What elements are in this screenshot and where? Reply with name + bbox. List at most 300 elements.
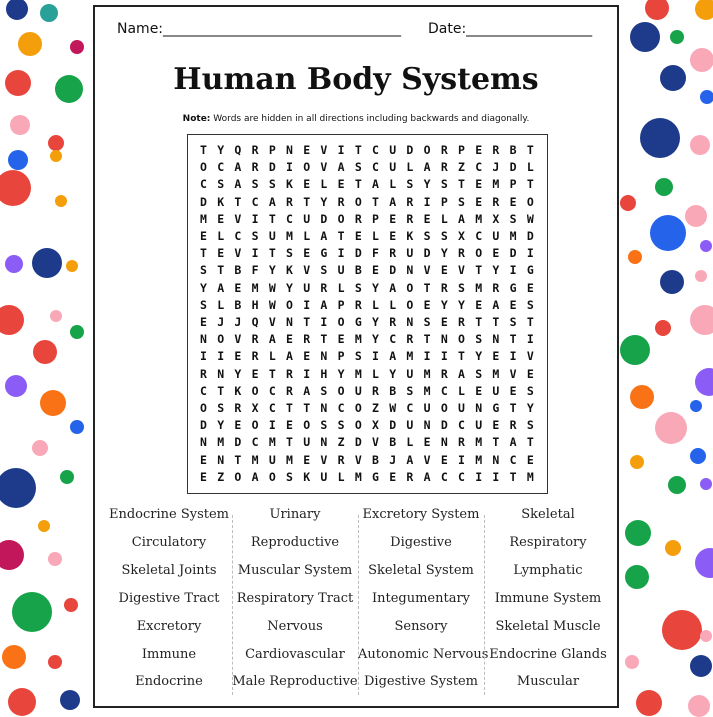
- grid-letter[interactable]: O: [406, 280, 414, 295]
- grid-letter[interactable]: A: [217, 280, 225, 295]
- grid-letter[interactable]: K: [234, 383, 242, 398]
- grid-letter[interactable]: N: [406, 315, 414, 329]
- grid-letter[interactable]: Y: [372, 315, 379, 329]
- grid-letter[interactable]: D: [406, 143, 414, 157]
- grid-letter[interactable]: S: [217, 401, 225, 415]
- grid-letter[interactable]: R: [303, 332, 311, 347]
- grid-letter[interactable]: L: [372, 366, 379, 381]
- grid-letter[interactable]: U: [475, 418, 483, 433]
- grid-letter[interactable]: O: [251, 383, 259, 398]
- grid-letter[interactable]: D: [389, 418, 397, 433]
- grid-letter[interactable]: I: [337, 246, 345, 261]
- grid-letter[interactable]: B: [389, 435, 397, 450]
- grid-letter[interactable]: M: [354, 366, 362, 381]
- grid-letter[interactable]: I: [337, 143, 345, 157]
- grid-letter[interactable]: O: [303, 418, 311, 433]
- grid-letter[interactable]: S: [509, 315, 517, 329]
- grid-letter[interactable]: S: [286, 469, 293, 484]
- grid-letter[interactable]: J: [217, 315, 225, 329]
- grid-letter[interactable]: M: [251, 452, 259, 467]
- grid-letter[interactable]: E: [509, 383, 517, 398]
- grid-letter[interactable]: T: [509, 401, 517, 415]
- grid-letter[interactable]: Y: [475, 349, 483, 364]
- grid-letter[interactable]: A: [423, 160, 431, 175]
- grid-letter[interactable]: T: [372, 194, 379, 209]
- grid-letter[interactable]: T: [526, 177, 534, 192]
- grid-letter[interactable]: C: [509, 452, 517, 467]
- grid-letter[interactable]: T: [509, 469, 517, 484]
- grid-letter[interactable]: S: [320, 418, 328, 433]
- grid-letter[interactable]: Y: [286, 280, 293, 295]
- grid-letter[interactable]: L: [440, 211, 448, 226]
- grid-letter[interactable]: U: [423, 401, 431, 415]
- grid-letter[interactable]: X: [492, 211, 500, 226]
- grid-letter[interactable]: S: [200, 263, 207, 278]
- grid-letter[interactable]: O: [268, 469, 276, 484]
- grid-letter[interactable]: C: [200, 177, 207, 192]
- grid-letter[interactable]: Y: [372, 280, 379, 295]
- grid-letter[interactable]: R: [406, 194, 414, 209]
- grid-letter[interactable]: R: [337, 452, 345, 467]
- grid-letter[interactable]: T: [423, 332, 431, 347]
- grid-letter[interactable]: R: [492, 280, 500, 295]
- grid-letter[interactable]: U: [458, 401, 465, 415]
- grid-letter[interactable]: D: [423, 246, 431, 261]
- grid-letter[interactable]: M: [475, 435, 483, 450]
- grid-letter[interactable]: I: [200, 349, 207, 364]
- grid-letter[interactable]: S: [440, 177, 448, 192]
- grid-letter[interactable]: I: [286, 160, 293, 175]
- grid-letter[interactable]: U: [406, 246, 414, 261]
- grid-letter[interactable]: V: [234, 246, 242, 261]
- grid-letter[interactable]: Y: [440, 246, 448, 261]
- grid-letter[interactable]: Y: [320, 194, 328, 209]
- grid-letter[interactable]: E: [423, 297, 431, 312]
- grid-letter[interactable]: E: [303, 177, 311, 192]
- grid-letter[interactable]: R: [286, 194, 293, 209]
- grid-letter[interactable]: I: [320, 315, 328, 329]
- grid-letter[interactable]: A: [234, 160, 242, 175]
- grid-letter[interactable]: A: [372, 177, 379, 192]
- grid-letter[interactable]: E: [423, 435, 431, 450]
- grid-letter[interactable]: E: [492, 418, 500, 433]
- grid-letter[interactable]: E: [217, 246, 225, 261]
- grid-letter[interactable]: G: [509, 280, 517, 295]
- grid-letter[interactable]: H: [251, 297, 259, 312]
- grid-letter[interactable]: G: [354, 315, 362, 329]
- grid-letter[interactable]: E: [440, 315, 448, 329]
- grid-letter[interactable]: T: [354, 177, 362, 192]
- grid-letter[interactable]: T: [303, 401, 311, 415]
- grid-letter[interactable]: T: [509, 332, 517, 347]
- grid-letter[interactable]: E: [509, 194, 517, 209]
- grid-letter[interactable]: I: [372, 349, 379, 364]
- grid-letter[interactable]: S: [526, 418, 534, 433]
- grid-letter[interactable]: S: [458, 280, 465, 295]
- grid-letter[interactable]: Z: [372, 401, 379, 415]
- grid-letter[interactable]: A: [458, 211, 465, 226]
- grid-letter[interactable]: U: [492, 229, 500, 243]
- grid-letter[interactable]: A: [389, 280, 397, 295]
- grid-letter[interactable]: T: [303, 315, 311, 329]
- grid-letter[interactable]: A: [423, 469, 431, 484]
- grid-letter[interactable]: P: [268, 143, 276, 157]
- grid-letter[interactable]: V: [423, 452, 431, 467]
- grid-letter[interactable]: N: [320, 401, 328, 415]
- grid-letter[interactable]: V: [423, 263, 431, 278]
- grid-letter[interactable]: R: [251, 143, 259, 157]
- grid-letter[interactable]: R: [440, 280, 448, 295]
- grid-letter[interactable]: N: [286, 315, 293, 329]
- grid-letter[interactable]: P: [509, 177, 517, 192]
- grid-letter[interactable]: Y: [337, 366, 345, 381]
- grid-letter[interactable]: E: [217, 211, 225, 226]
- grid-letter[interactable]: S: [475, 366, 483, 381]
- grid-letter[interactable]: O: [200, 401, 207, 415]
- grid-letter[interactable]: M: [475, 452, 483, 467]
- grid-letter[interactable]: I: [492, 469, 500, 484]
- grid-letter[interactable]: V: [303, 263, 311, 278]
- grid-letter[interactable]: D: [509, 160, 517, 175]
- grid-letter[interactable]: S: [354, 160, 362, 175]
- grid-letter[interactable]: W: [526, 211, 534, 226]
- grid-letter[interactable]: T: [475, 315, 483, 329]
- grid-letter[interactable]: T: [200, 246, 207, 261]
- grid-letter[interactable]: E: [234, 418, 242, 433]
- grid-letter[interactable]: T: [200, 143, 207, 157]
- grid-letter[interactable]: G: [372, 469, 379, 484]
- grid-letter[interactable]: T: [234, 194, 242, 209]
- grid-letter[interactable]: V: [372, 435, 379, 450]
- grid-letter[interactable]: V: [234, 332, 242, 347]
- grid-letter[interactable]: R: [458, 315, 465, 329]
- grid-letter[interactable]: B: [354, 263, 362, 278]
- grid-letter[interactable]: E: [234, 349, 242, 364]
- grid-letter[interactable]: L: [268, 349, 276, 364]
- grid-letter[interactable]: L: [389, 297, 397, 312]
- grid-letter[interactable]: E: [286, 418, 293, 433]
- grid-letter[interactable]: A: [509, 435, 517, 450]
- grid-letter[interactable]: Y: [268, 263, 276, 278]
- grid-letter[interactable]: R: [251, 160, 259, 175]
- grid-letter[interactable]: K: [406, 229, 414, 243]
- grid-letter[interactable]: X: [251, 401, 259, 415]
- grid-letter[interactable]: C: [200, 383, 207, 398]
- grid-letter[interactable]: G: [526, 263, 534, 278]
- grid-letter[interactable]: K: [217, 194, 225, 209]
- grid-letter[interactable]: A: [234, 177, 242, 192]
- grid-letter[interactable]: U: [406, 366, 414, 381]
- grid-letter[interactable]: R: [406, 332, 414, 347]
- grid-letter[interactable]: R: [251, 332, 259, 347]
- grid-letter[interactable]: Y: [200, 280, 207, 295]
- grid-letter[interactable]: C: [234, 229, 242, 243]
- grid-letter[interactable]: J: [234, 315, 242, 329]
- grid-letter[interactable]: R: [234, 401, 242, 415]
- grid-letter[interactable]: Y: [234, 366, 242, 381]
- grid-letter[interactable]: I: [268, 418, 276, 433]
- grid-letter[interactable]: S: [320, 383, 328, 398]
- grid-letter[interactable]: C: [251, 194, 259, 209]
- grid-letter[interactable]: S: [268, 177, 276, 192]
- grid-letter[interactable]: E: [337, 332, 345, 347]
- grid-letter[interactable]: E: [200, 469, 207, 484]
- grid-letter[interactable]: X: [372, 418, 379, 433]
- grid-letter[interactable]: T: [286, 401, 293, 415]
- grid-letter[interactable]: D: [389, 263, 397, 278]
- grid-letter[interactable]: S: [337, 418, 345, 433]
- grid-letter[interactable]: K: [286, 263, 293, 278]
- grid-letter[interactable]: N: [320, 349, 328, 364]
- grid-letter[interactable]: Z: [458, 160, 465, 175]
- grid-letter[interactable]: V: [268, 315, 276, 329]
- grid-letter[interactable]: S: [406, 383, 414, 398]
- grid-letter[interactable]: T: [268, 246, 276, 261]
- grid-letter[interactable]: G: [320, 246, 328, 261]
- grid-letter[interactable]: R: [492, 194, 500, 209]
- grid-letter[interactable]: Y: [526, 401, 534, 415]
- grid-letter[interactable]: M: [217, 435, 225, 450]
- grid-letter[interactable]: R: [440, 143, 448, 157]
- grid-letter[interactable]: S: [251, 229, 259, 243]
- grid-letter[interactable]: I: [458, 452, 465, 467]
- grid-letter[interactable]: R: [440, 366, 448, 381]
- grid-letter[interactable]: T: [458, 177, 465, 192]
- grid-letter[interactable]: T: [268, 211, 276, 226]
- grid-letter[interactable]: O: [217, 332, 225, 347]
- grid-letter[interactable]: H: [320, 366, 328, 381]
- grid-letter[interactable]: U: [337, 263, 345, 278]
- grid-letter[interactable]: I: [526, 332, 534, 347]
- grid-letter[interactable]: I: [251, 211, 259, 226]
- grid-letter[interactable]: E: [234, 280, 242, 295]
- grid-letter[interactable]: L: [406, 435, 414, 450]
- grid-letter[interactable]: T: [526, 435, 534, 450]
- grid-letter[interactable]: B: [509, 143, 517, 157]
- grid-letter[interactable]: E: [475, 143, 483, 157]
- grid-letter[interactable]: S: [526, 383, 534, 398]
- grid-letter[interactable]: N: [286, 143, 293, 157]
- grid-letter[interactable]: E: [303, 246, 311, 261]
- grid-letter[interactable]: O: [354, 418, 362, 433]
- grid-letter[interactable]: L: [389, 177, 397, 192]
- grid-letter[interactable]: R: [200, 366, 207, 381]
- grid-letter[interactable]: E: [475, 194, 483, 209]
- date-field[interactable]: Date:__________________: [428, 21, 593, 37]
- grid-letter[interactable]: L: [406, 160, 414, 175]
- grid-letter[interactable]: T: [423, 280, 431, 295]
- grid-letter[interactable]: I: [423, 349, 431, 364]
- grid-letter[interactable]: E: [200, 229, 207, 243]
- grid-letter[interactable]: E: [200, 452, 207, 467]
- grid-letter[interactable]: R: [372, 383, 379, 398]
- grid-letter[interactable]: I: [217, 349, 225, 364]
- grid-letter[interactable]: T: [303, 194, 311, 209]
- grid-letter[interactable]: U: [492, 383, 500, 398]
- grid-letter[interactable]: O: [251, 418, 259, 433]
- grid-letter[interactable]: O: [303, 160, 311, 175]
- grid-letter[interactable]: C: [475, 160, 483, 175]
- grid-letter[interactable]: S: [251, 177, 259, 192]
- grid-letter[interactable]: E: [423, 211, 431, 226]
- grid-letter[interactable]: M: [423, 383, 431, 398]
- grid-letter[interactable]: R: [458, 246, 465, 261]
- grid-letter[interactable]: S: [354, 280, 362, 295]
- grid-letter[interactable]: M: [406, 349, 414, 364]
- grid-letter[interactable]: A: [389, 194, 397, 209]
- grid-letter[interactable]: R: [286, 383, 293, 398]
- grid-letter[interactable]: S: [217, 177, 225, 192]
- grid-letter[interactable]: R: [354, 297, 362, 312]
- grid-letter[interactable]: V: [526, 349, 534, 364]
- grid-letter[interactable]: L: [303, 229, 311, 243]
- grid-letter[interactable]: K: [286, 177, 293, 192]
- grid-letter[interactable]: N: [200, 332, 207, 347]
- grid-letter[interactable]: S: [458, 194, 465, 209]
- grid-letter[interactable]: T: [475, 263, 483, 278]
- grid-letter[interactable]: O: [200, 160, 207, 175]
- grid-letter[interactable]: I: [251, 246, 259, 261]
- grid-letter[interactable]: A: [303, 383, 311, 398]
- grid-letter[interactable]: W: [268, 280, 276, 295]
- grid-letter[interactable]: C: [268, 383, 276, 398]
- grid-letter[interactable]: L: [372, 297, 379, 312]
- grid-letter[interactable]: O: [337, 383, 345, 398]
- grid-letter[interactable]: J: [492, 160, 500, 175]
- grid-letter[interactable]: V: [354, 452, 362, 467]
- grid-letter[interactable]: O: [337, 315, 345, 329]
- grid-letter[interactable]: T: [286, 435, 293, 450]
- grid-letter[interactable]: D: [509, 246, 517, 261]
- grid-letter[interactable]: M: [509, 229, 517, 243]
- grid-letter[interactable]: O: [458, 332, 465, 347]
- grid-letter[interactable]: B: [389, 383, 397, 398]
- grid-letter[interactable]: E: [303, 452, 311, 467]
- grid-letter[interactable]: O: [406, 297, 414, 312]
- grid-letter[interactable]: M: [286, 229, 293, 243]
- grid-letter[interactable]: E: [389, 229, 397, 243]
- grid-letter[interactable]: E: [475, 297, 483, 312]
- grid-letter[interactable]: C: [372, 160, 379, 175]
- grid-letter[interactable]: Y: [372, 332, 379, 347]
- grid-letter[interactable]: P: [337, 297, 345, 312]
- grid-letter[interactable]: R: [389, 246, 397, 261]
- grid-letter[interactable]: J: [389, 452, 397, 467]
- grid-letter[interactable]: N: [423, 418, 431, 433]
- grid-letter[interactable]: T: [526, 315, 534, 329]
- grid-letter[interactable]: T: [268, 366, 276, 381]
- grid-letter[interactable]: R: [509, 418, 517, 433]
- grid-letter[interactable]: L: [217, 229, 225, 243]
- grid-letter[interactable]: E: [475, 383, 483, 398]
- grid-letter[interactable]: M: [268, 435, 276, 450]
- grid-letter[interactable]: E: [492, 246, 500, 261]
- grid-letter[interactable]: I: [440, 349, 448, 364]
- grid-letter[interactable]: M: [423, 366, 431, 381]
- grid-letter[interactable]: V: [509, 366, 517, 381]
- grid-letter[interactable]: I: [303, 366, 311, 381]
- grid-letter[interactable]: R: [251, 349, 259, 364]
- grid-letter[interactable]: N: [440, 435, 448, 450]
- grid-letter[interactable]: T: [217, 383, 225, 398]
- grid-letter[interactable]: C: [286, 211, 293, 226]
- grid-letter[interactable]: N: [406, 263, 414, 278]
- grid-letter[interactable]: T: [217, 263, 225, 278]
- grid-letter[interactable]: E: [492, 349, 500, 364]
- grid-letter[interactable]: M: [526, 469, 534, 484]
- grid-letter[interactable]: O: [526, 194, 534, 209]
- grid-letter[interactable]: C: [389, 332, 397, 347]
- grid-letter[interactable]: O: [440, 401, 448, 415]
- grid-letter[interactable]: R: [354, 211, 362, 226]
- grid-letter[interactable]: I: [509, 263, 517, 278]
- grid-letter[interactable]: P: [337, 349, 345, 364]
- grid-letter[interactable]: Z: [217, 469, 225, 484]
- grid-letter[interactable]: U: [268, 452, 276, 467]
- grid-letter[interactable]: S: [354, 349, 362, 364]
- grid-letter[interactable]: E: [440, 263, 448, 278]
- grid-letter[interactable]: C: [458, 418, 465, 433]
- grid-letter[interactable]: E: [509, 297, 517, 312]
- grid-letter[interactable]: D: [526, 229, 534, 243]
- grid-letter[interactable]: Q: [251, 315, 259, 329]
- grid-letter[interactable]: D: [200, 418, 207, 433]
- grid-letter[interactable]: C: [251, 435, 259, 450]
- grid-letter[interactable]: R: [337, 194, 345, 209]
- grid-letter[interactable]: U: [406, 418, 414, 433]
- grid-letter[interactable]: A: [492, 297, 500, 312]
- grid-letter[interactable]: C: [217, 160, 225, 175]
- grid-letter[interactable]: S: [423, 229, 431, 243]
- grid-letter[interactable]: D: [320, 211, 328, 226]
- grid-letter[interactable]: S: [526, 297, 534, 312]
- grid-letter[interactable]: E: [526, 366, 534, 381]
- grid-letter[interactable]: E: [354, 229, 362, 243]
- grid-letter[interactable]: V: [234, 211, 242, 226]
- grid-letter[interactable]: S: [320, 263, 328, 278]
- grid-letter[interactable]: U: [354, 383, 362, 398]
- grid-letter[interactable]: A: [286, 349, 293, 364]
- grid-letter[interactable]: C: [458, 469, 465, 484]
- grid-letter[interactable]: U: [268, 229, 276, 243]
- grid-letter[interactable]: Y: [217, 418, 225, 433]
- grid-letter[interactable]: R: [406, 469, 414, 484]
- grid-letter[interactable]: A: [268, 194, 276, 209]
- grid-letter[interactable]: S: [286, 246, 293, 261]
- grid-letter[interactable]: O: [354, 194, 362, 209]
- grid-letter[interactable]: P: [372, 211, 379, 226]
- grid-letter[interactable]: N: [492, 332, 500, 347]
- grid-letter[interactable]: N: [475, 401, 483, 415]
- name-field[interactable]: Name:__________________________________: [117, 21, 402, 37]
- grid-letter[interactable]: M: [354, 469, 362, 484]
- grid-letter[interactable]: M: [475, 280, 483, 295]
- grid-letter[interactable]: F: [372, 246, 379, 261]
- grid-letter[interactable]: A: [389, 349, 397, 364]
- grid-letter[interactable]: D: [268, 160, 276, 175]
- grid-letter[interactable]: N: [217, 452, 225, 467]
- grid-letter[interactable]: V: [320, 143, 328, 157]
- grid-letter[interactable]: A: [320, 229, 328, 243]
- grid-letter[interactable]: N: [492, 452, 500, 467]
- grid-letter[interactable]: T: [354, 143, 362, 157]
- grid-letter[interactable]: E: [303, 349, 311, 364]
- grid-letter[interactable]: E: [389, 211, 397, 226]
- grid-letter[interactable]: E: [475, 177, 483, 192]
- grid-letter[interactable]: C: [440, 469, 448, 484]
- grid-letter[interactable]: N: [200, 435, 207, 450]
- grid-letter[interactable]: K: [303, 469, 311, 484]
